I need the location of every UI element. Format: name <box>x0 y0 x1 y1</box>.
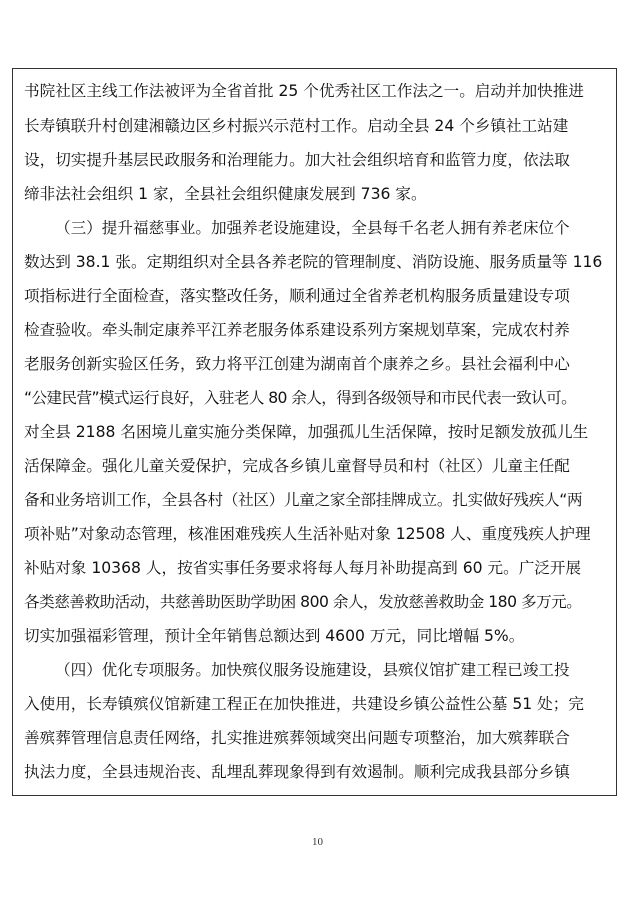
text-line: 活保障金。强化儿童关爱保护，完成各乡镇儿童督导员和村（社区）儿童主任配 <box>24 457 570 475</box>
text-line: 设，切实提升基层民政服务和治理能力。加大社会组织培育和监管力度，依法取 <box>24 151 570 169</box>
text-line: 老服务创新实验区任务，致力将平江创建为湖南首个康养之乡。县社会福利中心 <box>24 355 570 373</box>
text-line: 数达到 38.1 张。定期组织对全县各养老院的管理制度、消防设施、服务质量等 116 <box>24 253 603 271</box>
text-line: 执法力度，全县违规治丧、乱埋乱葬现象得到有效遏制。顺利完成我县部分乡镇 <box>24 763 570 781</box>
text-line: 入使用，长寿镇殡仪馆新建工程正在加快推进，共建设乡镇公益性公墓 51 处；完 <box>24 695 584 713</box>
text-line: 检查验收。牵头制定康养平江养老服务体系建设系列方案规划草案，完成农村养 <box>24 321 570 339</box>
page-number: 10 <box>312 836 323 848</box>
text-line: 补贴对象 10368 人，按省实事任务要求将每人每月补助提高到 60 元。广泛开展 <box>24 559 582 577</box>
paragraph-start: （三）提升福慈事业。加强养老设施建设，全县每千名老人拥有养老床位个 <box>55 219 570 237</box>
text-line: 切实加强福彩管理，预计全年销售总额达到 4600 万元，同比增幅 5%。 <box>24 627 525 645</box>
text-line: 长寿镇联升村创建湘赣边区乡村振兴示范村工作。启动全县 24 个乡镇社工站建 <box>24 117 569 135</box>
text-line: 对全县 2188 名困境儿童实施分类保障，加强孤儿生活保障，按时足额发放孤儿生 <box>24 423 589 441</box>
text-line: 备和业务培训工作，全县各村（社区）儿童之家全部挂牌成立。扎实做好残疾人“两 <box>24 491 583 509</box>
text-line: 项补贴”对象动态管理，核准困难残疾人生活补贴对象 12508 人、重度残疾人护理 <box>24 525 591 543</box>
text-line: 项指标进行全面检查，落实整改任务，顺利通过全省养老机构服务质量建设专项 <box>24 287 570 305</box>
text-line: 各类慈善救助活动，共慈善助医助学助困 800 余人，发放慈善救助金 180 多万元。 <box>24 593 582 611</box>
paragraph-start: （四）优化专项服务。加快殡仪服务设施建设，县殡仪馆扩建工程已竣工投 <box>55 661 570 679</box>
text-line: 善殡葬管理信息责任网络，扎实推进殡葬领域突出问题专项整治，加大殡葬联合 <box>24 729 570 747</box>
text-line: “公建民营”模式运行良好，入驻老人 80 余人，得到各级领导和市民代表一致认可。 <box>24 389 577 407</box>
text-line: 缔非法社会组织 1 家，全县社会组织健康发展到 736 家。 <box>24 185 427 203</box>
text-line: 书院社区主线工作法被评为全省首批 25 个优秀社区工作法之一。启动并加快推进 <box>24 82 584 100</box>
